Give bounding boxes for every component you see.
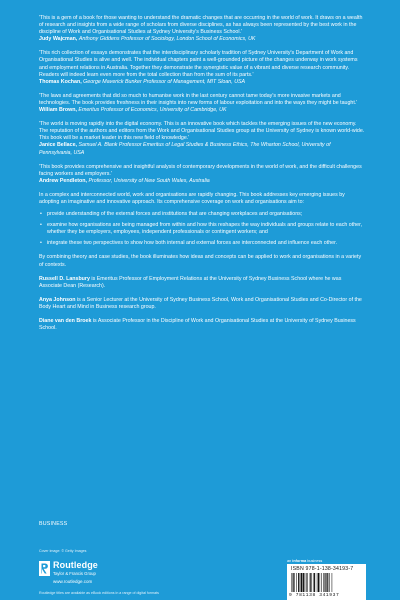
quote-text: 'This rich collection of essays demonstrates that the interdisciplinary scholarly tradition of Sydney University's Department of Work and Organisational Studies is alive and well. The individual chapters paint a well-grounded picture of the changes underway in work systems and employment relations in Australia. Together they demonstrate the synergistic value of a vibrant and diverse research community. Readers will indeed learn even more from the total collection than from the sum of its parts.' bbox=[39, 50, 358, 78]
reviewer-affiliation: Anthony Giddens Professor of Sociology, London School of Economics, UK bbox=[78, 36, 256, 43]
publisher-group: Taylor & Francis Group bbox=[53, 571, 96, 576]
subject-category: BUSINESS bbox=[39, 521, 68, 527]
description-intro: In a complex and interconnected world, work and organisations are rapidly changing. This book addresses key emerging issues by adopting an imaginative and innovative approach. Its comprehensive coverage on work and organisations aim to: bbox=[39, 191, 345, 205]
aims-list-item: • provide understanding of the external forces and institutions that are changing workplaces and organisations; bbox=[39, 211, 365, 218]
author-bio bbox=[39, 297, 365, 311]
quote-text: 'This is a gem of a book for those wanting to understand the dramatic changes that are occurring in the world of work. It draws on a wealth of research and insights from a wide range of scholars from diverse disciplines, as has always been represented by the best work in the discipline of Work and Organisational Studies at Sydney University's Business School.' bbox=[39, 15, 363, 36]
cover-image-credit: Cover image: © Getty Images bbox=[39, 549, 87, 553]
quote-attribution bbox=[39, 178, 365, 185]
review-quote bbox=[39, 164, 365, 185]
quote-attribution bbox=[39, 79, 365, 86]
author-bio bbox=[39, 318, 365, 332]
author-name: Anya Johnson bbox=[39, 296, 76, 303]
barcode-number: 9 781138 341937 bbox=[289, 593, 340, 598]
review-quote bbox=[39, 93, 365, 114]
author-bio bbox=[39, 276, 365, 290]
quote-text: 'This book provides comprehensive and insightful analysis of contemporary developments in the world of work, and the difficult challenges facing workers and employers.' bbox=[39, 163, 362, 177]
informa-prefix: an bbox=[287, 559, 293, 563]
isbn-label: ISBN 978-1-138-34193-7 bbox=[291, 566, 354, 572]
informa-suffix: business bbox=[306, 559, 323, 563]
quote-attribution bbox=[39, 36, 365, 43]
aims-list bbox=[39, 211, 365, 247]
aims-list-item: • integrate these two perspectives to show how both internal and external forces are interconnected and influence each other. bbox=[39, 240, 365, 247]
informa-business-mark bbox=[287, 559, 322, 563]
reviewer-name: Janice Bellace, bbox=[39, 142, 77, 149]
review-quote bbox=[39, 121, 365, 156]
quote-attribution bbox=[39, 142, 365, 156]
publisher-website[interactable]: www.routledge.com bbox=[53, 579, 93, 584]
author-name: Diane van den Broek bbox=[39, 318, 92, 324]
quote-attribution bbox=[39, 107, 365, 114]
reviewer-name: Andrew Pendleton, bbox=[39, 177, 87, 184]
author-bio-text: is a Senior Lecturer at the University of Sydney Business School, Work and Organisational Studies and Co-Director of the Body Heart and Mind in Business research group. bbox=[39, 296, 362, 310]
author-bio-text: is Associate Professor in the Discipline of Work and Organisational Studies at the University of Sydney Business School. bbox=[39, 318, 356, 332]
description-closing: By combining theory and case studies, the book illuminates how ideas and concepts can be applied to work and organisations in a variety of contexts. bbox=[39, 254, 362, 268]
ebook-footnote: Routledge titles are available as eBook editions in a range of digital formats bbox=[39, 591, 159, 595]
quote-text: 'The world is moving rapidly into the digital economy. This is an innovative book which tackles the emerging issues of the new economy. The reputation of the authors and editors from the Work and Organisational Studies group at the University of Sydney is known world-wide. This book will be a market leader in this new field of knowledge.' bbox=[39, 121, 365, 142]
reviewer-affiliation: Emeritus Professor of Economics, University of Cambridge, UK bbox=[78, 107, 227, 114]
informa-name: informa bbox=[292, 559, 307, 563]
reviewer-affiliation: Samuel A. Blank Professor Emeritus of Legal Studies & Business Ethics, The Wharton School, University of Pennsylvania, USA bbox=[39, 142, 331, 156]
barcode-icon bbox=[291, 573, 362, 592]
author-bio-text: is Emeritus Professor of Employment Relations at the University of Sydney Business School where he was Associate Dean (Research). bbox=[39, 275, 342, 289]
quote-text: 'The laws and agreements that did so much to humanise work in the last century cannot tame today's more invasive markets and technologies. The book provides freshness in their insights into new forms of labour exploitation and into the ways they might be taught.' bbox=[39, 92, 358, 106]
publisher-logo bbox=[39, 560, 159, 586]
reviewer-name: Judy Wajcman, bbox=[39, 36, 78, 43]
barcode-panel bbox=[287, 564, 366, 600]
reviewer-affiliation: George Maverick Bunker Professor of Management, MIT Sloan, USA bbox=[83, 78, 246, 85]
cover-text-column bbox=[39, 15, 365, 339]
reviewer-affiliation: Professor, University of New South Wales, Australia bbox=[88, 177, 210, 184]
reviewer-name: Thomas Kochan, bbox=[39, 78, 82, 85]
review-quote bbox=[39, 15, 365, 43]
review-quote bbox=[39, 50, 365, 85]
publisher-name: Routledge bbox=[53, 560, 98, 570]
author-name: Russell D. Lansbury bbox=[39, 275, 90, 282]
routledge-logo-icon bbox=[39, 561, 50, 576]
reviewer-name: William Brown, bbox=[39, 107, 77, 114]
aims-list-item: • examine how organisations are being managed from within and how this reshapes the way individuals and groups relate to each other, whether they be employers, employees, independent professionals or contingent workers; and bbox=[39, 222, 365, 236]
